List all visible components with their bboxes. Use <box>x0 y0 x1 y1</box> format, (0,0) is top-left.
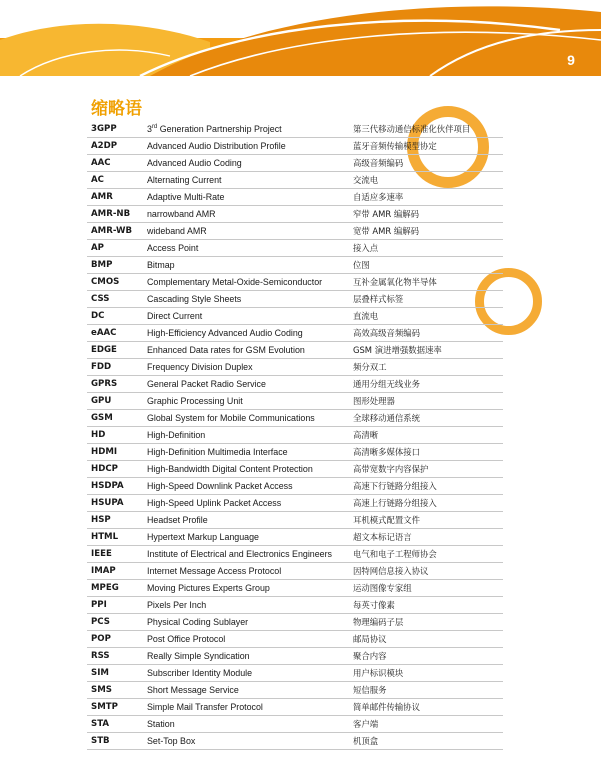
abbreviation: GPU <box>87 393 143 410</box>
table-row <box>87 274 503 291</box>
chinese-term: 高速下行链路分组接入 <box>349 478 503 495</box>
english-term: Direct Current <box>143 308 349 325</box>
chinese-term: 接入点 <box>349 240 503 257</box>
chinese-term: 用户标识模块 <box>349 665 503 682</box>
abbreviation: HDMI <box>87 444 143 461</box>
chinese-term: 短信服务 <box>349 682 503 699</box>
chinese-term: 高清晰 <box>349 427 503 444</box>
table-row <box>87 478 503 495</box>
english-term: Graphic Processing Unit <box>143 393 349 410</box>
english-term: Advanced Audio Coding <box>143 155 349 172</box>
chinese-term: 耳机模式配置文件 <box>349 512 503 529</box>
table-row <box>87 308 503 325</box>
table-row <box>87 359 503 376</box>
ordinal-number: 3 <box>147 124 152 134</box>
abbreviation: IMAP <box>87 563 143 580</box>
english-term: Adaptive Multi-Rate <box>143 189 349 206</box>
table-row <box>87 495 503 512</box>
english-term: Post Office Protocol <box>143 631 349 648</box>
table-row <box>87 376 503 393</box>
abbreviation: STB <box>87 733 143 750</box>
table-row <box>87 427 503 444</box>
english-term: Set-Top Box <box>143 733 349 750</box>
table-row <box>87 121 503 138</box>
table-row <box>87 580 503 597</box>
chinese-term: 因特网信息接入协议 <box>349 563 503 580</box>
english-term: Global System for Mobile Communications <box>143 410 349 427</box>
chinese-term: 自适应多速率 <box>349 189 503 206</box>
english-term: Bitmap <box>143 257 349 274</box>
table-row <box>87 155 503 172</box>
chinese-term: 通用分组无线业务 <box>349 376 503 393</box>
chinese-term: GSM 演进增强数据速率 <box>349 342 503 359</box>
table-row <box>87 461 503 478</box>
table-row <box>87 240 503 257</box>
abbreviation: DC <box>87 308 143 325</box>
table-row <box>87 631 503 648</box>
chinese-term: 每英寸像素 <box>349 597 503 614</box>
english-term: narrowband AMR <box>143 206 349 223</box>
table-row <box>87 444 503 461</box>
abbreviation: AAC <box>87 155 143 172</box>
table-row <box>87 648 503 665</box>
table-row <box>87 716 503 733</box>
english-term: wideband AMR <box>143 223 349 240</box>
chinese-term: 层叠样式标签 <box>349 291 503 308</box>
chinese-term: 高级音频编码 <box>349 155 503 172</box>
english-term: Institute of Electrical and Electronics Engineers <box>143 546 349 563</box>
english-term: High-Bandwidth Digital Content Protection <box>143 461 349 478</box>
table-row <box>87 563 503 580</box>
table-row <box>87 699 503 716</box>
english-term: Complementary Metal-Oxide-Semiconductor <box>143 274 349 291</box>
table-row <box>87 342 503 359</box>
chinese-term: 交流电 <box>349 172 503 189</box>
abbreviation: MPEG <box>87 580 143 597</box>
abbreviation: AMR-WB <box>87 223 143 240</box>
abbreviation: AMR <box>87 189 143 206</box>
abbreviation: eAAC <box>87 325 143 342</box>
abbreviation: FDD <box>87 359 143 376</box>
abbreviation: POP <box>87 631 143 648</box>
chinese-term: 高效高级音频编码 <box>349 325 503 342</box>
english-term: High-Speed Downlink Packet Access <box>143 478 349 495</box>
abbreviation: HD <box>87 427 143 444</box>
abbreviation: AMR-NB <box>87 206 143 223</box>
english-term <box>143 121 349 138</box>
abbreviation: HSP <box>87 512 143 529</box>
abbreviation: HSDPA <box>87 478 143 495</box>
page-number: 9 <box>567 52 575 68</box>
table-row <box>87 410 503 427</box>
header-swoosh-graphic <box>0 0 601 80</box>
abbreviation: SMTP <box>87 699 143 716</box>
table-row <box>87 172 503 189</box>
abbreviation: RSS <box>87 648 143 665</box>
english-term-text: Generation Partnership Project <box>157 124 282 134</box>
abbreviation: IEEE <box>87 546 143 563</box>
table-row <box>87 138 503 155</box>
abbreviation: CMOS <box>87 274 143 291</box>
chinese-term: 图形处理器 <box>349 393 503 410</box>
english-term: Alternating Current <box>143 172 349 189</box>
abbreviation: GSM <box>87 410 143 427</box>
chinese-term: 客户端 <box>349 716 503 733</box>
abbreviation: AP <box>87 240 143 257</box>
abbreviation: SMS <box>87 682 143 699</box>
chinese-term: 蓝牙音频传输模型协定 <box>349 138 503 155</box>
abbreviation: A2DP <box>87 138 143 155</box>
chinese-term: 机顶盒 <box>349 733 503 750</box>
table-row <box>87 257 503 274</box>
chinese-term: 简单邮件传输协议 <box>349 699 503 716</box>
table-row <box>87 614 503 631</box>
chinese-term: 第三代移动通信标准化伙伴项目 <box>349 121 503 138</box>
table-row <box>87 546 503 563</box>
english-term: Headset Profile <box>143 512 349 529</box>
table-row <box>87 529 503 546</box>
chinese-term: 全球移动通信系统 <box>349 410 503 427</box>
english-term: Cascading Style Sheets <box>143 291 349 308</box>
abbreviation: EDGE <box>87 342 143 359</box>
english-term: Station <box>143 716 349 733</box>
chinese-term: 超文本标记语言 <box>349 529 503 546</box>
abbreviation: AC <box>87 172 143 189</box>
abbreviation: HSUPA <box>87 495 143 512</box>
abbreviation: HTML <box>87 529 143 546</box>
english-term: Access Point <box>143 240 349 257</box>
table-row <box>87 665 503 682</box>
table-row <box>87 325 503 342</box>
abbreviation-table <box>87 121 503 750</box>
english-term: Hypertext Markup Language <box>143 529 349 546</box>
chinese-term: 频分双工 <box>349 359 503 376</box>
english-term: Enhanced Data rates for GSM Evolution <box>143 342 349 359</box>
abbreviation: 3GPP <box>87 121 143 138</box>
abbreviation: STA <box>87 716 143 733</box>
english-term: High-Speed Uplink Packet Access <box>143 495 349 512</box>
english-term: Subscriber Identity Module <box>143 665 349 682</box>
english-term: Simple Mail Transfer Protocol <box>143 699 349 716</box>
abbreviation: HDCP <box>87 461 143 478</box>
chinese-term: 直流电 <box>349 308 503 325</box>
abbreviation: GPRS <box>87 376 143 393</box>
table-row <box>87 189 503 206</box>
table-row <box>87 733 503 750</box>
chinese-term: 邮局协议 <box>349 631 503 648</box>
english-term: Moving Pictures Experts Group <box>143 580 349 597</box>
english-term: General Packet Radio Service <box>143 376 349 393</box>
english-term: High-Definition Multimedia Interface <box>143 444 349 461</box>
english-term: Advanced Audio Distribution Profile <box>143 138 349 155</box>
page-title: 缩略语 <box>91 99 142 119</box>
chinese-term: 聚合内容 <box>349 648 503 665</box>
table-row <box>87 682 503 699</box>
chinese-term: 宽带 AMR 编解码 <box>349 223 503 240</box>
table-row <box>87 512 503 529</box>
table-row <box>87 223 503 240</box>
abbreviation: PCS <box>87 614 143 631</box>
english-term: Pixels Per Inch <box>143 597 349 614</box>
ordinal-suffix: rd <box>151 124 158 131</box>
chinese-term: 窄带 AMR 编解码 <box>349 206 503 223</box>
chinese-term: 运动图像专家组 <box>349 580 503 597</box>
table-row <box>87 393 503 410</box>
abbreviation: BMP <box>87 257 143 274</box>
table-row <box>87 597 503 614</box>
chinese-term: 电气和电子工程师协会 <box>349 546 503 563</box>
chinese-term: 互补金属氧化物半导体 <box>349 274 503 291</box>
chinese-term: 高速上行链路分组接入 <box>349 495 503 512</box>
chinese-term: 位图 <box>349 257 503 274</box>
chinese-term: 高清晰多媒体接口 <box>349 444 503 461</box>
chinese-term: 高带宽数字内容保护 <box>349 461 503 478</box>
abbreviation: SIM <box>87 665 143 682</box>
chinese-term: 物理编码子层 <box>349 614 503 631</box>
english-term: High-Efficiency Advanced Audio Coding <box>143 325 349 342</box>
table-row <box>87 291 503 308</box>
english-term: Really Simple Syndication <box>143 648 349 665</box>
english-term: Physical Coding Sublayer <box>143 614 349 631</box>
english-term: Short Message Service <box>143 682 349 699</box>
table-row <box>87 206 503 223</box>
abbreviation: CSS <box>87 291 143 308</box>
english-term: High-Definition <box>143 427 349 444</box>
english-term: Frequency Division Duplex <box>143 359 349 376</box>
abbreviation: PPI <box>87 597 143 614</box>
english-term: Internet Message Access Protocol <box>143 563 349 580</box>
